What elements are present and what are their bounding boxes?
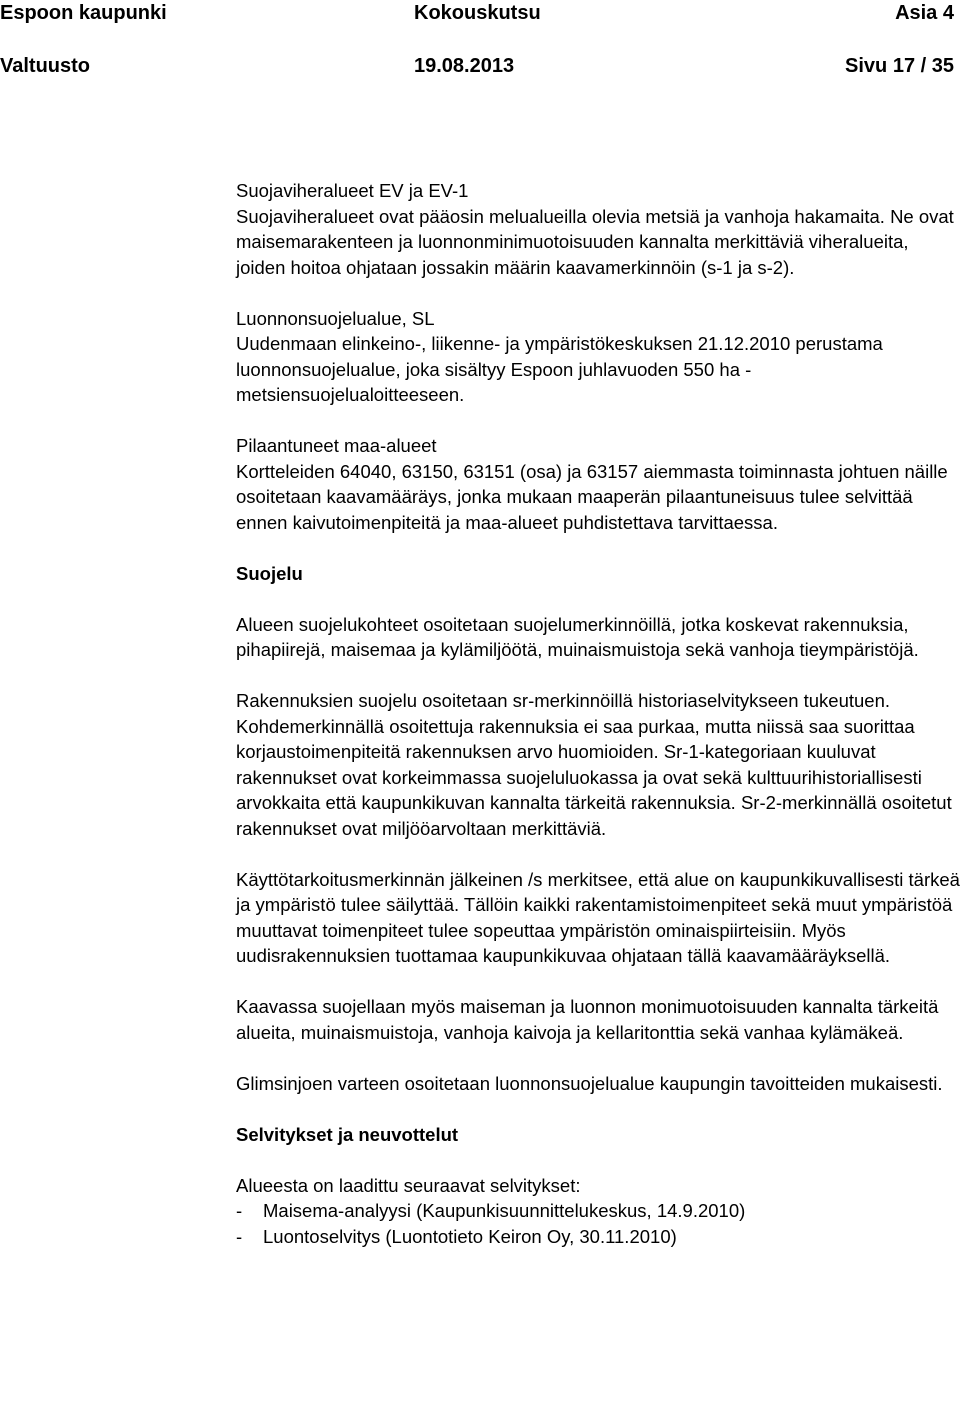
page-header-row-2 (0, 53, 960, 79)
paragraph-luonnonsuojelu: Uudenmaan elinkeino-, liikenne- ja ympäristökeskuksen 21.12.2010 perustama luonnonsuojelualue, joka sisältyy Espoon juhlavuoden 550 ha -metsiensuojelualoitteeseen. (236, 333, 883, 405)
list-item-text: Luontoselvitys (Luontotieto Keiron Oy, 30.11.2010) (263, 1225, 677, 1247)
section-title-pilaantuneet: Pilaantuneet maa-alueet (236, 435, 437, 456)
document-body (236, 178, 960, 1249)
list-item (236, 1224, 960, 1250)
organization-name: Espoon kaupunki (0, 2, 167, 24)
page-header-row-1 (0, 0, 960, 26)
meeting-body: Valtuusto (0, 55, 91, 77)
paragraph-suojelu-3: Käyttötarkoitusmerkinnän jälkeinen /s merkitsee, että alue on kaupunkikuvallisesti tärkeä ja ympäristö tulee säilyttää. Tällöin kaikki rakentamistoimenpiteet sekä muut ympäristöä muuttavat toimenpiteet tulee sopeuttaa ympäristön ominaispiirteisiin. Myös uudisrakennuksien tuottamaa kaupunkikuvaa ohjataan tällä kaavamääräyksellä. (236, 868, 960, 966)
paragraph-suojelu-1: Alueen suojelukohteet osoitetaan suojelumerkinnöillä, jotka koskevat rakennuksia, pihapiirejä, maisemaa ja kylämiljöötä, muinaismuistoja sekä vanhoja tieympäristöjä. (236, 613, 919, 660)
section-title-suojaviher: Suojaviheralueet EV ja EV-1 (236, 180, 469, 201)
heading-selvitykset: Selvitykset ja neuvottelut (236, 1123, 459, 1145)
paragraph-suojaviher: Suojaviheralueet ovat pääosin melualueilla olevia metsiä ja vanhoja hakamaita. Ne ovat maisemarakenteen ja luonnonminimuotoisuuden kannalta merkittäviä viheralueita, joiden hoitoa ohjataan jossakin määrin kaavamerkinnöin (s-1 ja s-2). (236, 205, 954, 278)
heading-suojelu: Suojelu (236, 562, 303, 584)
list-item (236, 1198, 960, 1224)
document-type: Kokouskutsu (414, 2, 541, 24)
paragraph-suojelu-4: Kaavassa suojellaan myös maiseman ja luonnon monimuotoisuuden kannalta tärkeitä alueita, muinaismuistoja, vanhoja kaivoja ja kellaritonttia sekä vanhaa kylämäkeä. (236, 996, 939, 1043)
list-dash: - (236, 1225, 243, 1247)
list-dash: - (236, 1200, 243, 1221)
section-title-luonnonsuojelu: Luonnonsuojelualue, SL (236, 307, 435, 329)
paragraph-selvitykset-intro: Alueesta on laadittu seuraavat selvitykset: (236, 1174, 581, 1196)
paragraph-pilaantuneet: Kortteleiden 64040, 63150, 63151 (osa) ja 63157 aiemmasta toiminnasta johtuen näille osoitetaan kaavamääräys, jonka mukaan maaperän pilaantuneisuus tulee selvittää ennen kaivutoimenpiteitä ja maa-alueet puhdistettava tarvittaessa. (236, 460, 948, 533)
page-number: Sivu 17 / 35 (845, 55, 954, 77)
paragraph-suojelu-5: Glimsinjoen varteen osoitetaan luonnonsuojelualue kaupungin tavoitteiden mukaisesti. (236, 1072, 943, 1094)
meeting-date: 19.08.2013 (414, 55, 515, 77)
list-item-text: Maisema-analyysi (Kaupunkisuunnittelukeskus, 14.9.2010) (263, 1200, 746, 1221)
agenda-item: Asia 4 (895, 2, 954, 24)
paragraph-suojelu-2: Rakennuksien suojelu osoitetaan sr-merkinnöillä historiaselvitykseen tukeutuen. Kohdemerkinnällä osoitettuja rakennuksia ei saa purkaa, mutta niissä saa suorittaa korjaustoimenpiteitä rakennuksen arvo huomioiden. Sr-1-kategoriaan kuuluvat rakennukset ovat korkeimmassa suojeluluokassa ja ovat sekä kulttuurihistoriallisesti arvokkaita että kaupunkikuvan kannalta tärkeitä rakennuksia. Sr-2-merkinnällä osoitetut rakennukset ovat miljööarvoltaan merkittäviä. (236, 690, 952, 839)
